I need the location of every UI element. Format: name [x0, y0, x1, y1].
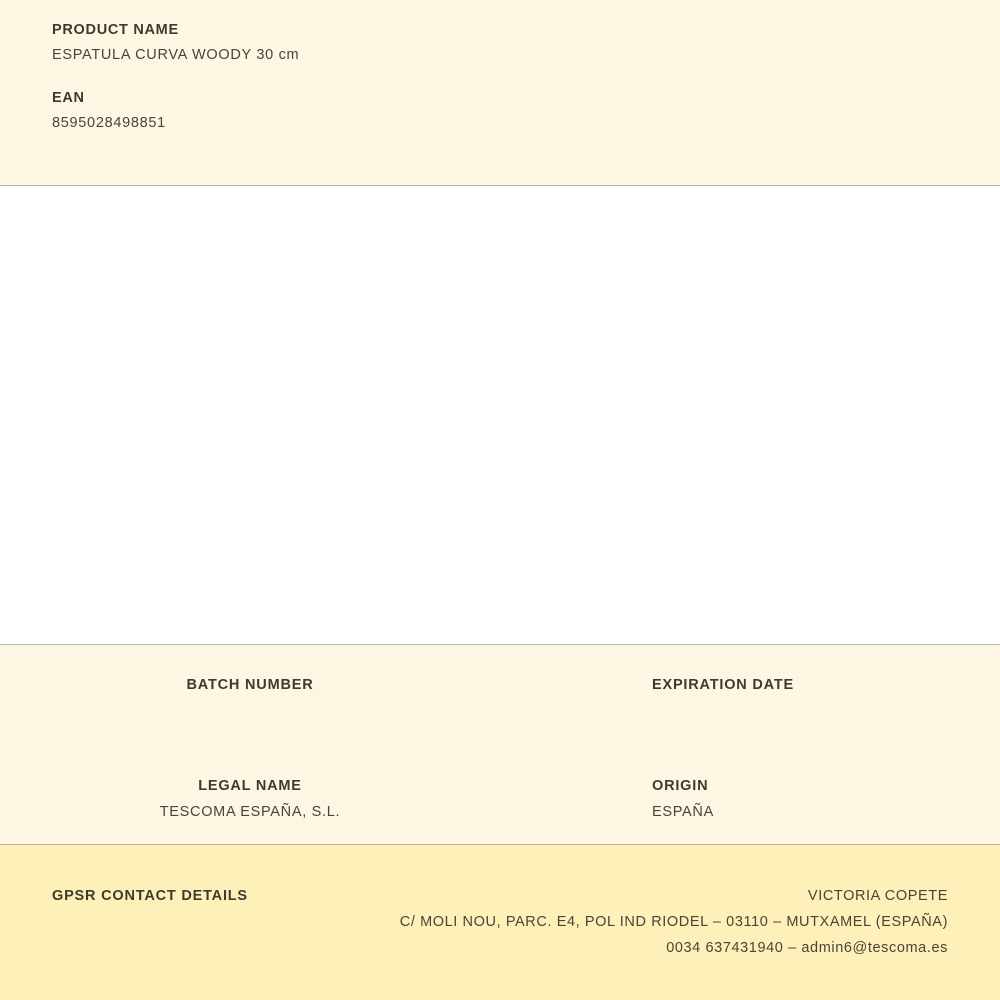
- gpsr-contact-name: VICTORIA COPETE: [807, 888, 948, 904]
- batch-number-field: [0, 677, 500, 720]
- batch-legal-section: [0, 645, 1000, 845]
- gpsr-contact-label: GPSR CONTACT DETAILS: [52, 888, 248, 904]
- batch-number-label: BATCH NUMBER: [186, 677, 314, 693]
- ean-field: [0, 90, 1000, 131]
- legal-name-label: LEGAL NAME: [198, 778, 302, 794]
- gpsr-contact-section: [0, 845, 1000, 1000]
- batch-number-value: [0, 703, 500, 720]
- origin-field: [500, 778, 1000, 820]
- product-name-label: PRODUCT NAME: [52, 22, 179, 38]
- expiration-date-value: [652, 703, 1000, 720]
- legal-name-value: TESCOMA ESPAÑA, S.L.: [159, 804, 341, 820]
- legal-row: [0, 720, 1000, 820]
- product-details-section: [0, 0, 1000, 186]
- origin-value: ESPAÑA: [652, 804, 714, 820]
- product-name-value: ESPATULA CURVA WOODY 30 cm: [52, 47, 300, 63]
- ean-label: EAN: [52, 90, 85, 106]
- gpsr-contact-address: C/ MOLI NOU, PARC. E4, POL IND RIODEL – 03110 – MUTXAMEL (ESPAÑA): [399, 914, 948, 930]
- batch-row: [0, 645, 1000, 720]
- ean-value: 8595028498851: [52, 115, 166, 131]
- gpsr-contact-phone-email: 0034 637431940 – admin6@tescoma.es: [666, 940, 948, 956]
- origin-label: ORIGIN: [652, 778, 709, 794]
- legal-name-field: [0, 778, 500, 820]
- expiration-date-field: [500, 677, 1000, 720]
- product-image-area: [0, 186, 1000, 645]
- expiration-date-label: EXPIRATION DATE: [652, 677, 794, 693]
- product-name-field: [0, 22, 1000, 63]
